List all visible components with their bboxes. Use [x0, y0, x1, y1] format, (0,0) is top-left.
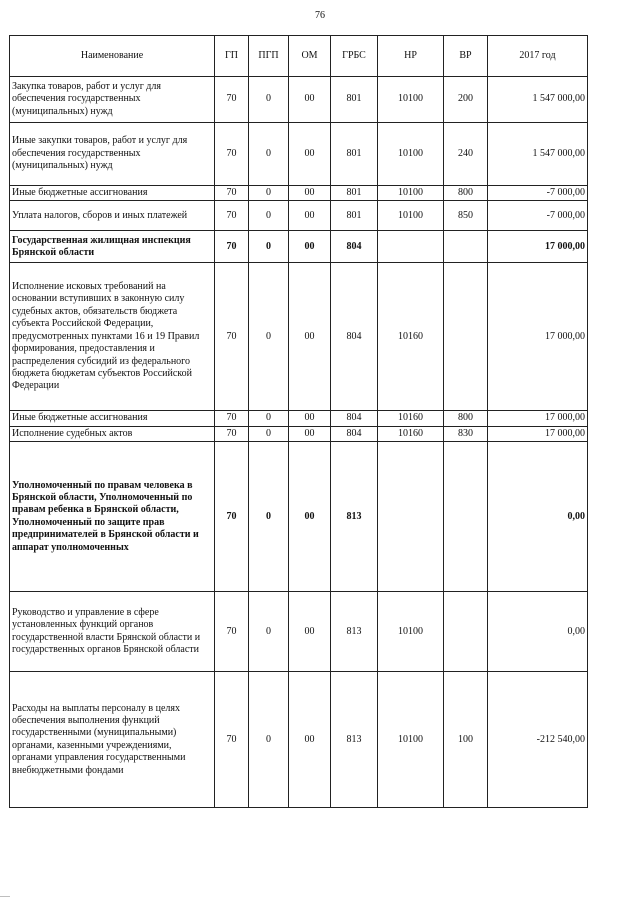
- cell-om: 00: [289, 231, 331, 263]
- cell-name: Государственная жилищная инспекция Брянской области: [10, 231, 215, 263]
- cell-grbs: 804: [331, 411, 378, 426]
- footer-mark: .....: [0, 890, 10, 899]
- cell-name: Иные бюджетные ассигнования: [10, 186, 215, 201]
- cell-pgp: 0: [249, 426, 289, 441]
- cell-sum: 0,00: [488, 442, 588, 592]
- cell-name: Иные бюджетные ассигнования: [10, 411, 215, 426]
- header-year: 2017 год: [488, 36, 588, 77]
- cell-nr: 10160: [378, 263, 444, 411]
- cell-vr: [444, 592, 488, 672]
- cell-vr: 800: [444, 186, 488, 201]
- cell-pgp: 0: [249, 123, 289, 186]
- cell-pgp: 0: [249, 231, 289, 263]
- cell-vr: 830: [444, 426, 488, 441]
- cell-nr: 10100: [378, 672, 444, 808]
- cell-pgp: 0: [249, 263, 289, 411]
- cell-nr: 10100: [378, 123, 444, 186]
- cell-name: Исполнение судебных актов: [10, 426, 215, 441]
- cell-nr: 10100: [378, 592, 444, 672]
- cell-gp: 70: [215, 263, 249, 411]
- cell-vr: 240: [444, 123, 488, 186]
- table-row: [10, 77, 588, 123]
- cell-name: Закупка товаров, работ и услуг для обеспечения государственных (муниципальных) нужд: [10, 77, 215, 123]
- table-row: [10, 186, 588, 201]
- cell-sum: 1 547 000,00: [488, 123, 588, 186]
- cell-gp: 70: [215, 442, 249, 592]
- cell-name: Исполнение исковых требований на основании вступивших в законную силу судебных актов, обязательств бюджета субъекта Российской Федерации, предусмотренных пунктами 16 и 19 Правил формирования, предоставления и распределения субсидий из федерального бюджета бюджетам субъектов Российской Федерации: [10, 263, 215, 411]
- table-row: [10, 672, 588, 808]
- header-pgp: ПГП: [249, 36, 289, 77]
- cell-pgp: 0: [249, 186, 289, 201]
- table-row: [10, 592, 588, 672]
- cell-sum: -7 000,00: [488, 186, 588, 201]
- page-number: 76: [315, 10, 325, 21]
- cell-vr: 800: [444, 411, 488, 426]
- table-body: [10, 77, 588, 808]
- header-vr: ВР: [444, 36, 488, 77]
- cell-grbs: 804: [331, 263, 378, 411]
- cell-pgp: 0: [249, 672, 289, 808]
- cell-name: Иные закупки товаров, работ и услуг для обеспечения государственных (муниципальных) нужд: [10, 123, 215, 186]
- cell-grbs: 813: [331, 592, 378, 672]
- cell-vr: [444, 442, 488, 592]
- table-row: [10, 231, 588, 263]
- header-nr: НР: [378, 36, 444, 77]
- cell-grbs: 804: [331, 231, 378, 263]
- cell-gp: 70: [215, 592, 249, 672]
- cell-om: 00: [289, 77, 331, 123]
- table-row: [10, 263, 588, 411]
- cell-gp: 70: [215, 672, 249, 808]
- cell-sum: 17 000,00: [488, 426, 588, 441]
- cell-sum: -212 540,00: [488, 672, 588, 808]
- budget-table: [9, 35, 588, 808]
- cell-vr: [444, 231, 488, 263]
- table-row: [10, 411, 588, 426]
- cell-gp: 70: [215, 426, 249, 441]
- cell-gp: 70: [215, 186, 249, 201]
- cell-gp: 70: [215, 231, 249, 263]
- cell-om: 00: [289, 411, 331, 426]
- cell-nr: [378, 442, 444, 592]
- cell-grbs: 813: [331, 672, 378, 808]
- cell-name: Расходы на выплаты персоналу в целях обеспечения выполнения функций государственными (муниципальными) органами, казенными учреждениями, органами управления государственными внебюджетными фондами: [10, 672, 215, 808]
- cell-pgp: 0: [249, 411, 289, 426]
- header-name: Наименование: [10, 36, 215, 77]
- cell-vr: 850: [444, 201, 488, 231]
- cell-om: 00: [289, 123, 331, 186]
- cell-sum: 17 000,00: [488, 263, 588, 411]
- cell-sum: 17 000,00: [488, 231, 588, 263]
- cell-om: 00: [289, 263, 331, 411]
- table-row: [10, 201, 588, 231]
- cell-grbs: 813: [331, 442, 378, 592]
- cell-vr: [444, 263, 488, 411]
- cell-om: 00: [289, 592, 331, 672]
- cell-om: 00: [289, 186, 331, 201]
- cell-nr: [378, 231, 444, 263]
- cell-sum: -7 000,00: [488, 201, 588, 231]
- cell-pgp: 0: [249, 442, 289, 592]
- cell-gp: 70: [215, 123, 249, 186]
- cell-name: Уполномоченный по правам человека в Брянской области, Уполномоченный по правам ребенка в Брянской области, Уполномоченный по защите прав предпринимателей в Брянской области и аппарат уполномоченных: [10, 442, 215, 592]
- cell-grbs: 801: [331, 123, 378, 186]
- table-row: [10, 123, 588, 186]
- cell-vr: 200: [444, 77, 488, 123]
- cell-pgp: 0: [249, 201, 289, 231]
- header-gp: ГП: [215, 36, 249, 77]
- cell-gp: 70: [215, 201, 249, 231]
- cell-nr: 10160: [378, 426, 444, 441]
- cell-grbs: 801: [331, 201, 378, 231]
- cell-om: 00: [289, 442, 331, 592]
- cell-name: Уплата налогов, сборов и иных платежей: [10, 201, 215, 231]
- cell-pgp: 0: [249, 592, 289, 672]
- cell-nr: 10100: [378, 201, 444, 231]
- cell-grbs: 801: [331, 77, 378, 123]
- cell-vr: 100: [444, 672, 488, 808]
- cell-om: 00: [289, 672, 331, 808]
- cell-nr: 10100: [378, 77, 444, 123]
- cell-sum: 0,00: [488, 592, 588, 672]
- cell-sum: 17 000,00: [488, 411, 588, 426]
- cell-pgp: 0: [249, 77, 289, 123]
- table-header-row: [10, 36, 588, 77]
- header-om: ОМ: [289, 36, 331, 77]
- cell-name: Руководство и управление в сфере установленных функций органов государственной власти Брянской области и государственных органов Брянской области: [10, 592, 215, 672]
- table-row: [10, 426, 588, 441]
- cell-grbs: 804: [331, 426, 378, 441]
- header-grbs: ГРБС: [331, 36, 378, 77]
- table-row: [10, 442, 588, 592]
- cell-sum: 1 547 000,00: [488, 77, 588, 123]
- cell-om: 00: [289, 201, 331, 231]
- cell-om: 00: [289, 426, 331, 441]
- cell-nr: 10100: [378, 186, 444, 201]
- cell-grbs: 801: [331, 186, 378, 201]
- cell-gp: 70: [215, 77, 249, 123]
- cell-gp: 70: [215, 411, 249, 426]
- cell-nr: 10160: [378, 411, 444, 426]
